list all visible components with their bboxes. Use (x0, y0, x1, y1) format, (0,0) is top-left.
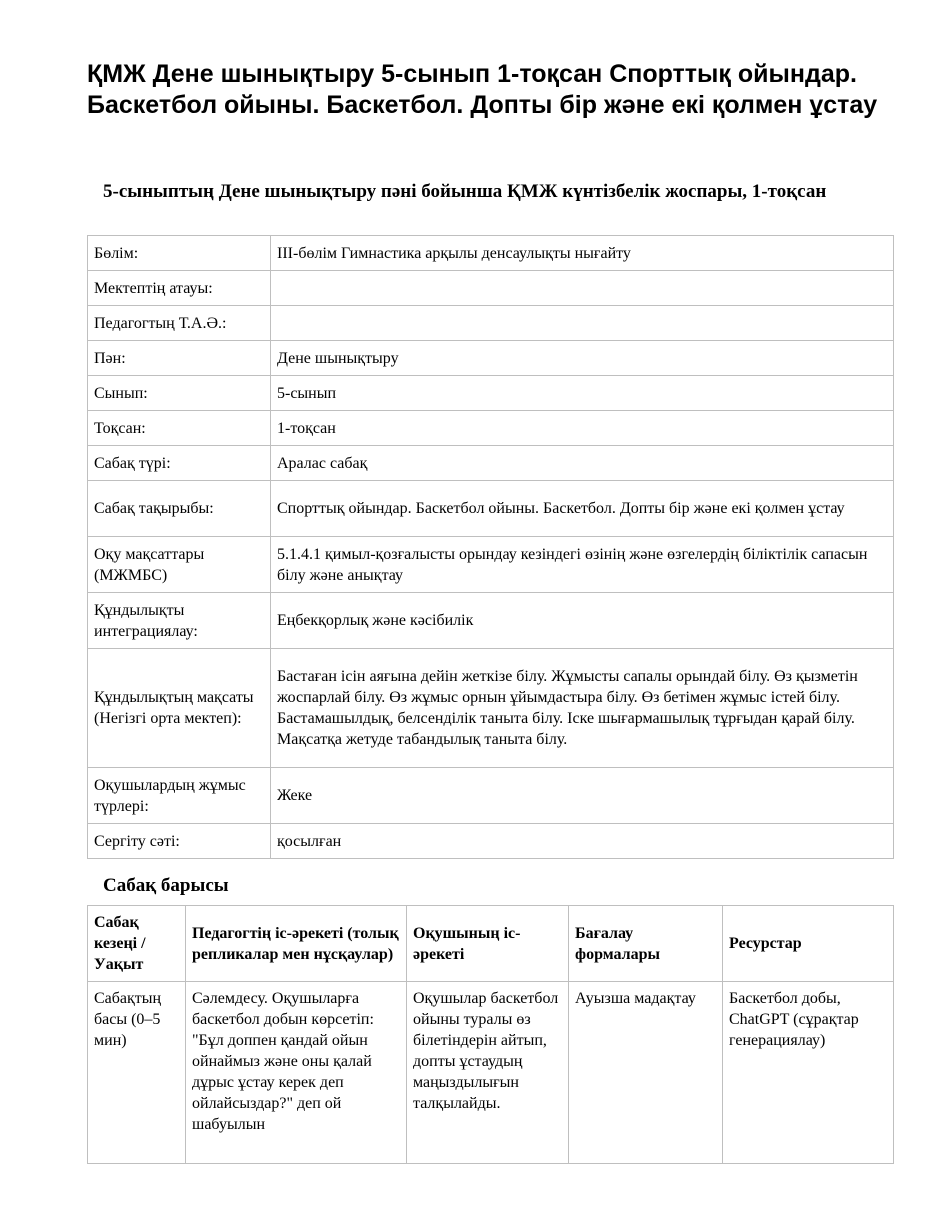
info-value: 5.1.4.1 қимыл-қозғалысты орындау кезіндегі өзінің және өзгелердің біліктілік сапасын білу және анықтау (271, 537, 894, 593)
info-value: III-бөлім Гимнастика арқылы денсаулықты нығайту (271, 236, 894, 271)
info-value: қосылған (271, 824, 894, 859)
lesson-info-table (87, 235, 894, 859)
column-header-assessment: Бағалау формалары (569, 906, 723, 982)
info-value: Дене шынықтыру (271, 341, 894, 376)
info-label: Мектептің атауы: (88, 271, 271, 306)
info-value: Аралас сабақ (271, 446, 894, 481)
info-row-work-types (88, 768, 894, 824)
info-value: 1-тоқсан (271, 411, 894, 446)
info-label: Тоқсан: (88, 411, 271, 446)
info-label: Сергіту сәті: (88, 824, 271, 859)
info-row-warmup (88, 824, 894, 859)
info-label: Сабақ тақырыбы: (88, 481, 271, 537)
lesson-flow-table (87, 905, 894, 1164)
info-value: Еңбекқорлық және кәсібилік (271, 593, 894, 649)
info-label: Құндылықты интеграциялау: (88, 593, 271, 649)
cell-resources: Баскетбол добы, ChatGPT (сұрақтар генерациялау) (723, 982, 894, 1164)
info-label: Пән: (88, 341, 271, 376)
info-row-school (88, 271, 894, 306)
column-header-stage: Сабақ кезеңі / Уақыт (88, 906, 186, 982)
info-label: Құндылықтың мақсаты (Негізгі орта мектеп): (88, 649, 271, 768)
info-row-value-integration (88, 593, 894, 649)
info-value: 5-сынып (271, 376, 894, 411)
info-row-quarter (88, 411, 894, 446)
cell-teacher-actions: Сәлемдесу. Оқушыларға баскетбол добын көрсетіп: "Бұл доппен қандай ойын ойнаймыз және оны қалай дұрыс ұстау керек деп ойлайсыздар?" деп ой шабуылын (186, 982, 407, 1164)
info-label: Педагогтың Т.А.Ә.: (88, 306, 271, 341)
info-value: Бастаған ісін аяғына дейін жеткізе білу. Жұмысты сапалы орындай білу. Өз қызметін жоспарлай білу. Өз жұмыс орнын ұйымдастыра білу. Өз бетімен жұмыс істей білу. Бастамашылдық, белсенділік таныта білу. Іске шығармашылық тұрғыдан қарай білу. Мақсатқа жетуде табандылық таныта білу. (271, 649, 894, 768)
info-row-teacher (88, 306, 894, 341)
info-row-subject (88, 341, 894, 376)
plan-subtitle: 5-сыныптың Дене шынықтыру пәні бойынша ҚМЖ күнтізбелік жоспары, 1-тоқсан (103, 181, 827, 202)
document-title: ҚМЖ Дене шынықтыру 5-сынып 1-тоқсан Спорттық ойындар. Баскетбол ойыны. Баскетбол. Допты бір және екі қолмен ұстау (87, 60, 878, 119)
info-row-lesson-topic (88, 481, 894, 537)
info-value: Спорттық ойындар. Баскетбол ойыны. Баскетбол. Допты бір және екі қолмен ұстау (271, 481, 894, 537)
cell-stage: Сабақтың басы (0–5 мин) (88, 982, 186, 1164)
cell-student-actions: Оқушылар баскетбол ойыны туралы өз білетіндерін айтып, допты ұстаудың маңыздылығын талқылайды. (407, 982, 569, 1164)
lesson-flow-heading: Сабақ барысы (103, 875, 229, 896)
info-label: Оқу мақсаттары (МЖМБС) (88, 537, 271, 593)
info-row-learning-objectives (88, 537, 894, 593)
info-label: Бөлім: (88, 236, 271, 271)
info-label: Оқушылардың жұмыс түрлері: (88, 768, 271, 824)
info-value (271, 306, 894, 341)
info-row-value-goal (88, 649, 894, 768)
info-value (271, 271, 894, 306)
info-row-section (88, 236, 894, 271)
cell-assessment: Ауызша мадақтау (569, 982, 723, 1164)
column-header-resources: Ресурстар (723, 906, 894, 982)
column-header-teacher-actions: Педагогтің іс-әрекеті (толық репликалар мен нұсқаулар) (186, 906, 407, 982)
column-header-student-actions: Оқушының іс-әрекеті (407, 906, 569, 982)
info-row-lesson-type (88, 446, 894, 481)
table-header-row (88, 906, 894, 982)
info-row-grade (88, 376, 894, 411)
info-label: Сабақ түрі: (88, 446, 271, 481)
info-value: Жеке (271, 768, 894, 824)
info-label: Сынып: (88, 376, 271, 411)
table-row (88, 982, 894, 1164)
